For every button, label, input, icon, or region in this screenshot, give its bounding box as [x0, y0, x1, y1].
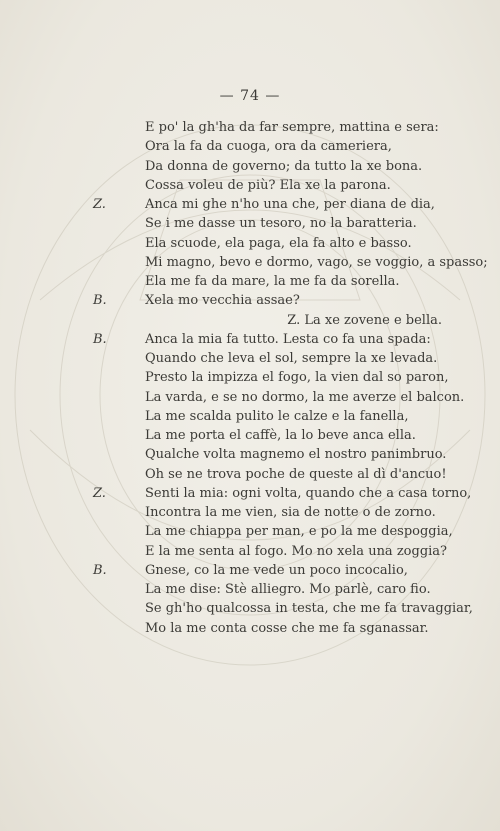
verse-text: La varda, e se no dormo, la me averze el balcon.	[145, 389, 465, 405]
verse-block	[93, 118, 488, 638]
verse-text: Senti la mia: ogni volta, quando che a casa torno,	[145, 485, 472, 501]
verse-line	[118, 349, 438, 368]
verse-line	[93, 291, 438, 310]
speaker-label: B.	[93, 331, 107, 347]
verse-line	[118, 619, 438, 638]
verse-line	[118, 465, 447, 484]
verse-text: La me scalda pulito le calze e la fanella,	[145, 408, 409, 424]
verse-line	[93, 561, 438, 580]
verse-text: Quando che leva el sol, sempre la xe levada.	[145, 351, 438, 366]
speaker-label: Z.	[93, 197, 106, 212]
verse-text: Incontra la me vien, sia de notte o de zorno.	[145, 505, 436, 520]
verse-line	[93, 484, 472, 503]
verse-line	[118, 368, 449, 387]
speaker-label: Z.	[93, 485, 106, 501]
verse-line	[118, 311, 442, 330]
verse-line	[118, 272, 438, 291]
verse-line	[118, 542, 448, 561]
verse-line	[118, 580, 438, 599]
verse-text: Cossa voleu de più? Ela xe la parona.	[145, 177, 391, 193]
verse-text: Ela scuode, ela paga, ela fa alto e basso.	[145, 235, 412, 251]
verse-text: E la me senta al fogo. Mo no xela una zoggia?	[145, 543, 448, 559]
verse-text: Ora la fa da cuoga, ora da cameriera,	[145, 139, 392, 155]
verse-line	[118, 214, 438, 233]
verse-line	[118, 426, 438, 445]
verse-text: Anca mi ghe n'ho una che, per diana de dia,	[145, 197, 435, 212]
verse-line	[118, 388, 465, 407]
verse-line	[93, 330, 438, 349]
verse-line	[118, 157, 438, 176]
verse-text: Z. La xe zovene e bella.	[287, 312, 442, 328]
verse-line	[93, 195, 438, 214]
verse-text: Qualche volta magnemo el nostro panimbruo.	[145, 447, 447, 463]
verse-line	[118, 137, 438, 156]
verse-line	[118, 445, 447, 464]
verse-line	[118, 407, 438, 426]
verse-text: Oh se ne trova poche de queste al dì d'ancuo!	[145, 466, 447, 482]
verse-text: La me porta el caffè, la lo beve anca ella.	[145, 428, 416, 443]
verse-text: Mo la me conta cosse che me fa sganassar.	[145, 620, 429, 636]
verse-text: La me dise: Stè alliegro. Mo parlè, caro fio.	[145, 582, 431, 597]
verse-text: Presto la impizza el fogo, la vien dal so paron,	[145, 370, 449, 386]
verse-text: Se gh'ho qualcossa in testa, che me fa travaggiar,	[145, 601, 473, 617]
verse-line	[118, 253, 488, 272]
speaker-label: B.	[93, 562, 107, 578]
verse-line	[118, 234, 438, 253]
verse-text: Gnese, co la me vede un poco incocalio,	[145, 562, 408, 578]
verse-line	[118, 118, 438, 137]
verse-text: Anca la mia fa tutto. Lesta co fa una spada:	[145, 331, 431, 347]
verse-text: Mi magno, bevo e dormo, vago, se voggio, a spasso;	[145, 254, 488, 270]
verse-text: Ela me fa da mare, la me fa da sorella.	[145, 274, 400, 289]
verse-text: E po' la gh'ha da far sempre, mattina e sera:	[145, 120, 439, 135]
page-number: — 74 —	[219, 88, 281, 104]
verse-text: Se i me dasse un tesoro, no la baratteria.	[145, 216, 417, 232]
verse-line	[118, 599, 473, 618]
speaker-label: B.	[93, 293, 107, 309]
verse-text: La me chiappa per man, e po la me despoggia,	[145, 524, 453, 540]
verse-line	[118, 522, 453, 541]
verse-text: Xela mo vecchia assae?	[145, 293, 300, 309]
verse-line	[118, 176, 438, 195]
verse-text: Da donna de governo; da tutto la xe bona.	[145, 158, 423, 174]
verse-line	[118, 503, 438, 522]
